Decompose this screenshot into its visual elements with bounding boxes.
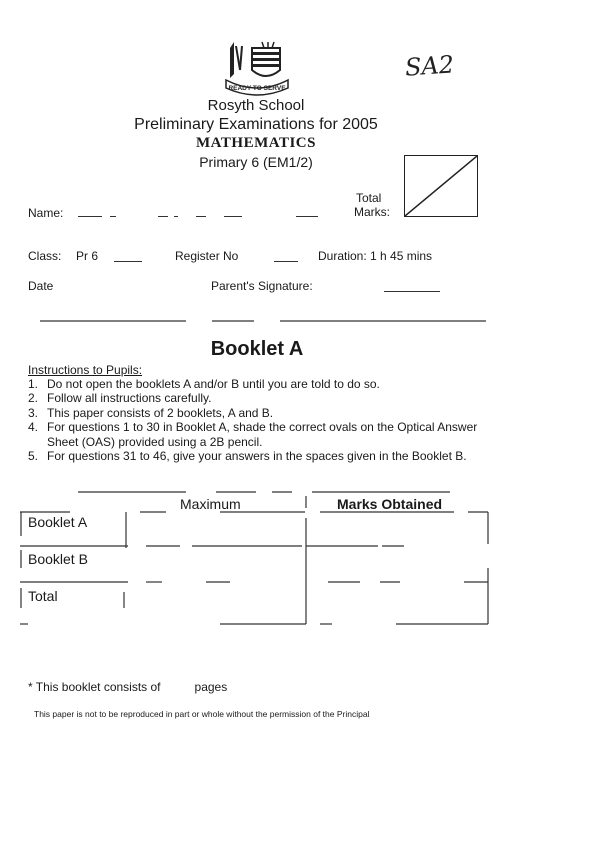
duration-label: Duration: 1 h 45 mins xyxy=(318,249,433,263)
class-value: Pr 6 xyxy=(76,249,99,263)
instruction-item: 3. This paper consists of 2 booklets, A and B. xyxy=(28,405,274,420)
crest-motto: READY TO SERVE xyxy=(228,85,286,92)
instruction-item: 1. Do not open the booklets A and/or B until you are told to do so. xyxy=(28,377,380,391)
divider-line xyxy=(40,318,486,324)
level-title: Primary 6 (EM1/2) xyxy=(199,154,313,170)
school-crest-logo xyxy=(222,40,292,98)
total-marks-box[interactable] xyxy=(404,155,478,217)
signature-field[interactable] xyxy=(384,281,440,292)
total-marks-label-2: Marks: xyxy=(354,205,390,219)
table-row-total: Total xyxy=(28,588,58,604)
instruction-item: 5. For questions 31 to 46, give your answers in the spaces given in the Booklet B. xyxy=(28,449,467,464)
pages-note: * This booklet consists of pages xyxy=(28,680,228,694)
table-row-booklet-a: Booklet A xyxy=(28,514,88,530)
class-label: Class: xyxy=(28,249,62,263)
instructions-heading: Instructions to Pupils: xyxy=(28,363,143,377)
instruction-item: 4. For questions 1 to 30 in Booklet A, shade the correct ovals on the Optical Answer Sheet (OAS) provided using a 2B pencil. xyxy=(28,420,478,449)
copyright-note: This paper is not to be reproduced in part or whole without the permission of the Principal xyxy=(34,709,370,719)
total-marks-label-1: Total xyxy=(356,191,382,205)
date-label: Date xyxy=(28,279,54,293)
marks-box-diagonal xyxy=(405,156,477,216)
subject-title: MATHEMATICS xyxy=(196,135,316,151)
name-field[interactable] xyxy=(78,206,318,218)
booklet-title: Booklet A xyxy=(210,338,304,360)
exam-title: Preliminary Examinations for 2005 xyxy=(134,116,378,133)
handwritten-note: SA2 xyxy=(404,50,455,82)
name-label: Name: xyxy=(28,206,64,220)
instructions-list xyxy=(28,377,488,463)
signature-label: Parent's Signature: xyxy=(211,279,313,293)
register-field[interactable] xyxy=(274,251,298,262)
class-field[interactable] xyxy=(114,251,142,262)
table-header-maximum: Maximum xyxy=(180,496,241,512)
table-row-booklet-b: Booklet B xyxy=(28,551,88,567)
table-header-marks-obtained: Marks Obtained xyxy=(337,496,443,512)
instruction-item: 2. Follow all instructions carefully. xyxy=(28,391,212,406)
register-label: Register No xyxy=(175,249,239,263)
school-name: Rosyth School xyxy=(207,97,305,114)
